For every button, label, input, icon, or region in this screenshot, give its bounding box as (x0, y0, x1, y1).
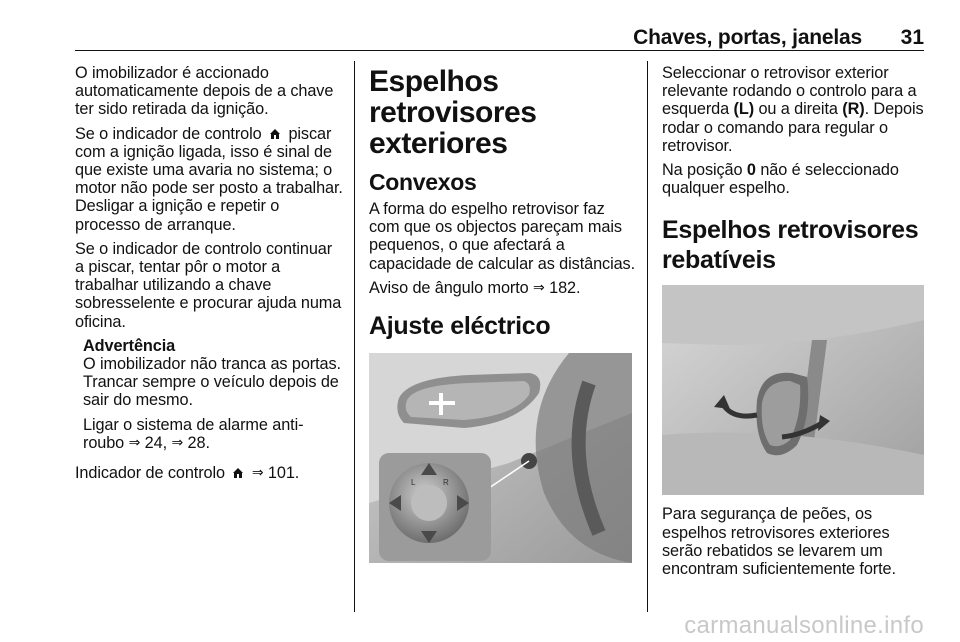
select-mirror-paragraph: Seleccionar o retrovisor exterior relevante rodando o controlo para a esquerda (L) ou a direita (R). Depois rodar o comando para regular o retrovisor. (662, 64, 924, 155)
column-divider (354, 61, 355, 612)
electric-adjust-heading: Ajuste eléctrico (369, 312, 551, 341)
page-number: 31 (900, 26, 924, 49)
column-2 (369, 66, 637, 563)
immobilizer-indicator-icon (268, 128, 282, 140)
indicator-continue-paragraph: Se o indicador de controlo continuar a piscar, tentar pôr o motor a trabalhar utilizando a chave sobresselente e procurar ajuda numa oficina. (75, 239, 342, 331)
page-reference-link[interactable]: 28. (187, 433, 210, 452)
position-zero-paragraph: Na posição 0 não é seleccionado qualquer espelho. (662, 161, 899, 198)
convex-paragraph: A forma do espelho retrovisor faz com que os objectos pareçam mais pequenos, o que afectará a capacidade de calcular as distâncias. (369, 200, 636, 273)
switch-letter-l: L (411, 478, 416, 488)
column-1 (75, 64, 343, 488)
column-divider (647, 61, 648, 612)
blind-spot-paragraph: Aviso de ângulo morto ⇒ 182. (369, 278, 581, 297)
reference-arrow-icon: ⇒ (128, 433, 141, 450)
immobilizer-indicator-icon (231, 467, 245, 479)
section-title: Chaves, portas, janelas (633, 26, 862, 49)
switch-letter-r: R (443, 478, 449, 488)
alarm-paragraph: Ligar o sistema de alarme anti-roubo ⇒ 24, ⇒ 28. (83, 415, 304, 452)
page-reference-link[interactable]: 24, (144, 433, 168, 452)
warning-title: Advertência (83, 336, 176, 355)
watermark: carmanualsonline.info (684, 612, 924, 639)
indicator-reference-paragraph: Indicador de controlo ⇒ 101. (75, 464, 300, 483)
mirrors-heading: Espelhos retrovisores exteriores (369, 65, 537, 160)
page-reference-link[interactable]: 101. (267, 464, 300, 483)
immobilizer-paragraph: O imobilizador é accionado automaticamente depois de a chave ter sido retirada da ignição. (75, 64, 334, 119)
reference-arrow-icon: ⇒ (251, 464, 264, 481)
mirror-switch-illustration (369, 353, 632, 563)
warning-box (75, 337, 343, 452)
indicator-flash-paragraph: Se o indicador de controlo piscar com a ignição ligada, isso é sinal de que existe uma avaria no sistema; o motor não pode ser posto a trabalhar. Desligar a ignição e repetir o processo de arranque. (75, 124, 343, 234)
header-rule (75, 50, 924, 51)
reference-arrow-icon: ⇒ (171, 433, 184, 450)
folding-mirror-illustration (662, 285, 924, 495)
folding-mirrors-heading: Espelhos retrovisores rebatíveis (662, 216, 919, 275)
column-3 (662, 64, 932, 584)
folding-paragraph: Para segurança de peões, os espelhos retrovisores exteriores serão rebatidos se levarem um encontram suficientemente forte. (662, 505, 896, 579)
reference-arrow-icon: ⇒ (533, 278, 545, 295)
warning-paragraph: O imobilizador não tranca as portas. Trancar sempre o veículo depois de sair do mesmo. (83, 355, 341, 410)
page-reference-link[interactable]: 182. (549, 278, 581, 297)
convex-heading: Convexos (369, 169, 477, 195)
